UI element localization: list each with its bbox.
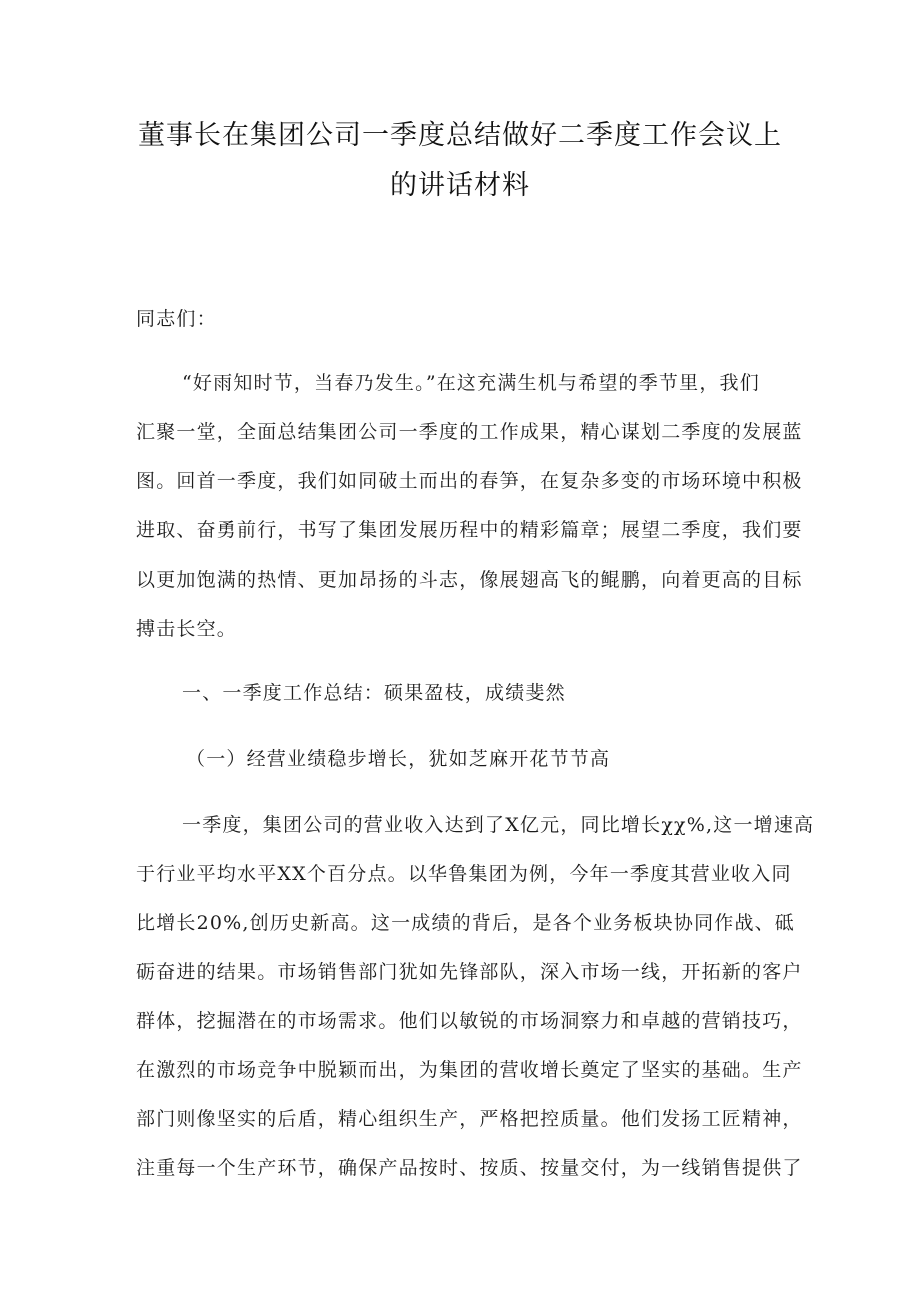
document-title-line-1: 董事长在集团公司一季度总结做好二季度工作会议上 (138, 120, 782, 151)
section-1-heading: 一、一季度工作总结：硕果盈枝，成绩斐然 (182, 682, 566, 704)
salutation: 同志们： (136, 308, 217, 330)
paragraph-1-line-5: 以更加饱满的热情、更加昂扬的斗志，像展翅高飞的鲲鹏，向着更高的目标 (136, 569, 803, 591)
paragraph-1-line-6: 搏击长空。 (136, 618, 238, 640)
paragraph-1-line-3: 图。回首一季度，我们如同破土而出的春笋，在复杂多变的市场环境中积极 (136, 470, 803, 492)
paragraph-1-line-1: “好雨知时节，当春乃发生。”在这充满生机与希望的季节里，我们 (182, 372, 760, 394)
paragraph-2-line-6: 在激烈的市场竞争中脱颖而出，为集团的营收增长奠定了坚实的基础。生产 (136, 1059, 803, 1081)
paragraph-1-line-2: 汇聚一堂，全面总结集团公司一季度的工作成果，精心谋划二季度的发展蓝 (136, 421, 803, 443)
paragraph-2-line-2: 于行业平均水平XX个百分点。以华鲁集团为例，今年一季度其营业收入同 (136, 863, 792, 885)
paragraph-2-line-7: 部门则像坚实的后盾，精心组织生产，严格把控质量。他们发扬工匠精神， (136, 1108, 803, 1130)
paragraph-1-line-4: 进取、奋勇前行，书写了集团发展历程中的精彩篇章；展望二季度，我们要 (136, 519, 803, 541)
subsection-1-heading: （一）经营业绩稳步增长，犹如芝麻开花节节高 (186, 748, 611, 770)
paragraph-2-line-4: 砺奋进的结果。市场销售部门犹如先锋部队，深入市场一线，开拓新的客户 (136, 961, 803, 983)
paragraph-2-line-5: 群体，挖掘潜在的市场需求。他们以敏锐的市场洞察力和卓越的营销技巧， (136, 1010, 803, 1032)
paragraph-2-line-8: 注重每一个生产环节，确保产品按时、按质、按量交付，为一线销售提供了 (136, 1157, 803, 1179)
document-title-line-2: 的讲话材料 (390, 170, 530, 201)
paragraph-2-line-1: 一季度，集团公司的营业收入达到了X亿元，同比增长χχ%,这一增速高 (182, 814, 815, 836)
paragraph-2-line-3: 比增长20%,创历史新高。这一成绩的背后，是各个业务板块协同作战、砥 (136, 912, 796, 934)
